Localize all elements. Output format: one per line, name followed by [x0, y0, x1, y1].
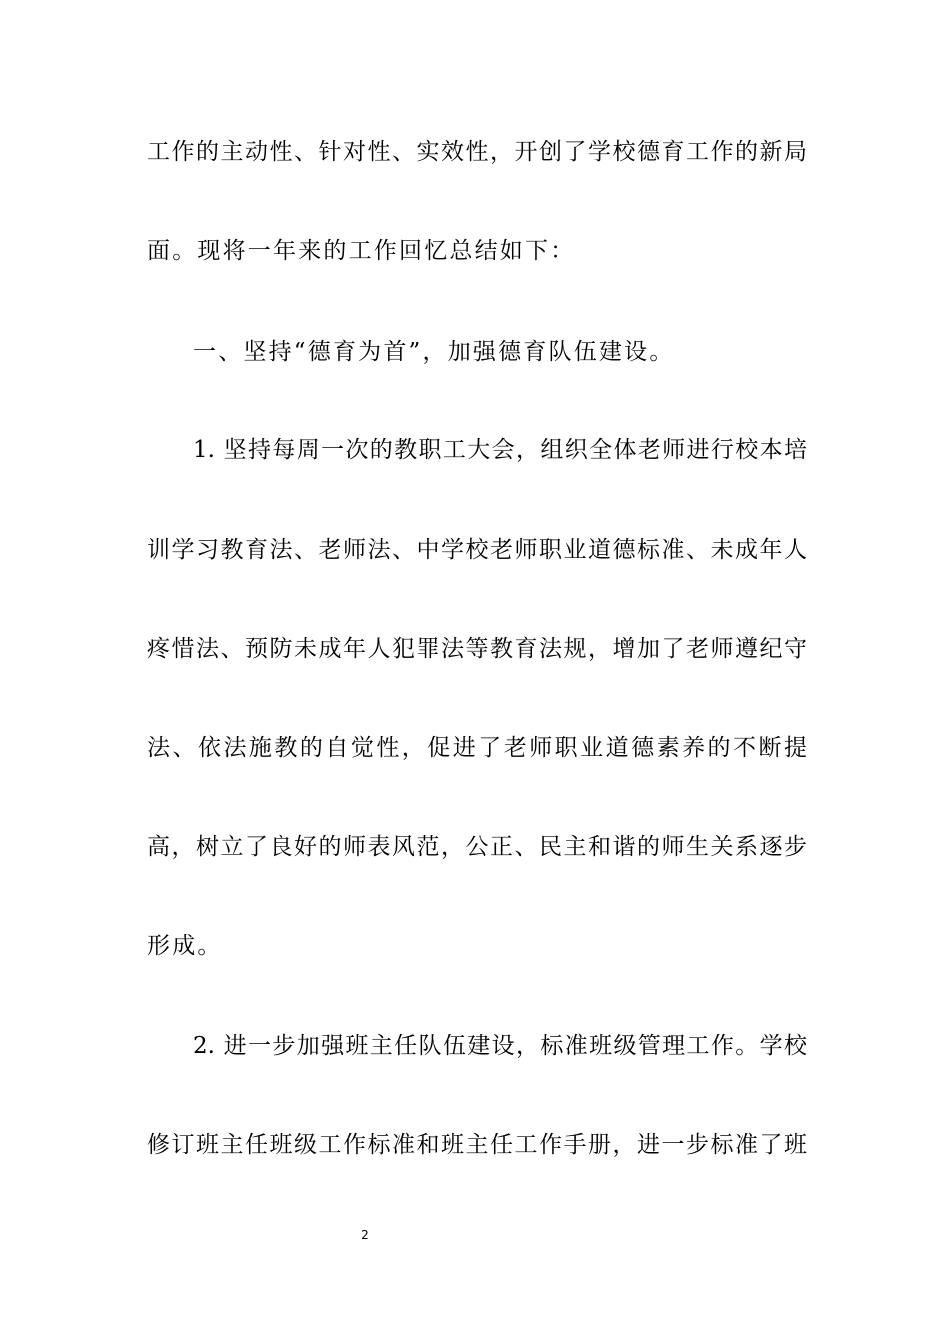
- page-number: 2: [361, 1228, 369, 1242]
- body-text-line: 法、依法施教的自觉性，促进了老师职业道德素养的不断提: [147, 735, 807, 761]
- section-heading: 一、坚持“德育为首”，加强德育队伍建设。: [193, 339, 675, 365]
- body-text-line: 1. 坚持每周一次的教职工大会，组织全体老师进行校本培: [193, 437, 807, 463]
- body-text-line: 训学习教育法、老师法、中学校老师职业道德标准、未成年人: [147, 537, 807, 563]
- body-text-line: 疼惜法、预防未成年人犯罪法等教育法规，增加了老师遵纪守: [147, 636, 807, 662]
- body-text-line: 高，树立了良好的师表风范，公正、民主和谐的师生关系逐步: [147, 834, 807, 860]
- body-text-line: 形成。: [147, 933, 223, 959]
- body-text-line: 面。现将一年来的工作回忆总结如下：: [147, 238, 576, 264]
- body-text-line: 工作的主动性、针对性、实效性，开创了学校德育工作的新局: [147, 139, 807, 165]
- body-text-line: 修订班主任班级工作标准和班主任工作手册，进一步标准了班: [147, 1132, 807, 1158]
- body-text-line: 2. 进一步加强班主任队伍建设，标准班级管理工作。学校: [193, 1033, 807, 1059]
